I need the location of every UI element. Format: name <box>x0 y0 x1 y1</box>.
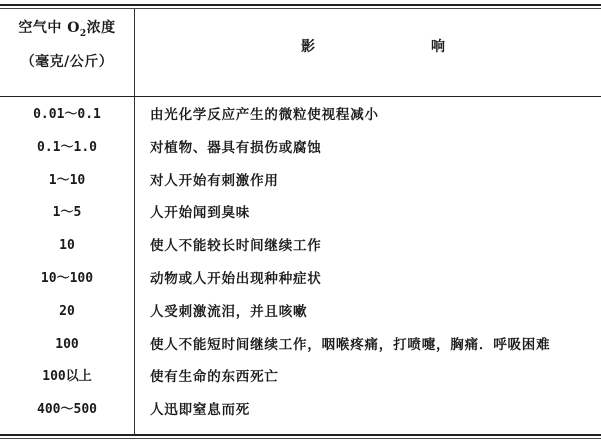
table-row <box>0 399 601 432</box>
effect-cell: 使有生命的东西死亡 <box>150 369 279 386</box>
effect-cell: 人迅即窒息而死 <box>150 402 251 419</box>
top-rule-thin <box>0 8 601 9</box>
bottom-rule <box>0 434 601 436</box>
effect-cell: 使人不能短时间继续工作，咽喉疼痛，打喷嚏，胸痛．呼吸困难 <box>150 336 551 353</box>
concentration-cell: 1～5 <box>52 205 82 221</box>
header-effect-char1: 影 <box>301 39 315 55</box>
effect-cell: 人受刺激流泪，并且咳嗽 <box>150 303 308 320</box>
effect-cell: 使人不能较长时间继续工作 <box>150 238 322 255</box>
concentration-cell: 400～500 <box>37 402 97 418</box>
bottom-rule-thin <box>0 438 601 439</box>
effect-cell: 对植物、器具有损伤或腐蚀 <box>150 139 322 156</box>
table-row <box>0 366 601 399</box>
table-body <box>0 104 601 432</box>
effect-cell: 动物或人开始出现种种症状 <box>150 270 322 287</box>
table-row <box>0 202 601 235</box>
concentration-cell: 1～10 <box>48 172 86 188</box>
table-row <box>0 301 601 334</box>
top-rule <box>0 4 601 6</box>
effect-cell: 对人开始有刺激作用 <box>150 172 279 189</box>
concentration-cell: 20 <box>59 303 75 319</box>
header-effect-char2: 响 <box>431 39 445 55</box>
effect-cell: 由光化学反应产生的微粒使视程减小 <box>150 107 379 123</box>
effect-cell: 人开始闻到臭味 <box>150 205 251 222</box>
concentration-cell: 0.1～1.0 <box>37 139 97 155</box>
header-concentration-line1: 空气中 $O_2$浓度 <box>18 20 116 39</box>
concentration-cell: 10 <box>59 238 75 254</box>
table-row <box>0 235 601 268</box>
table-row <box>0 268 601 301</box>
table-row <box>0 334 601 367</box>
header-concentration <box>0 14 134 76</box>
concentration-cell: 100 <box>55 336 79 352</box>
table-row <box>0 170 601 203</box>
concentration-cell: 10～100 <box>40 270 94 286</box>
header-rule <box>0 96 601 97</box>
concentration-cell: 100以上 <box>42 369 92 385</box>
concentration-cell: 0.01～0.1 <box>33 107 101 122</box>
table-row <box>0 104 601 137</box>
table-row <box>0 137 601 170</box>
header-concentration-line2: （毫克/公斤） <box>20 53 114 70</box>
